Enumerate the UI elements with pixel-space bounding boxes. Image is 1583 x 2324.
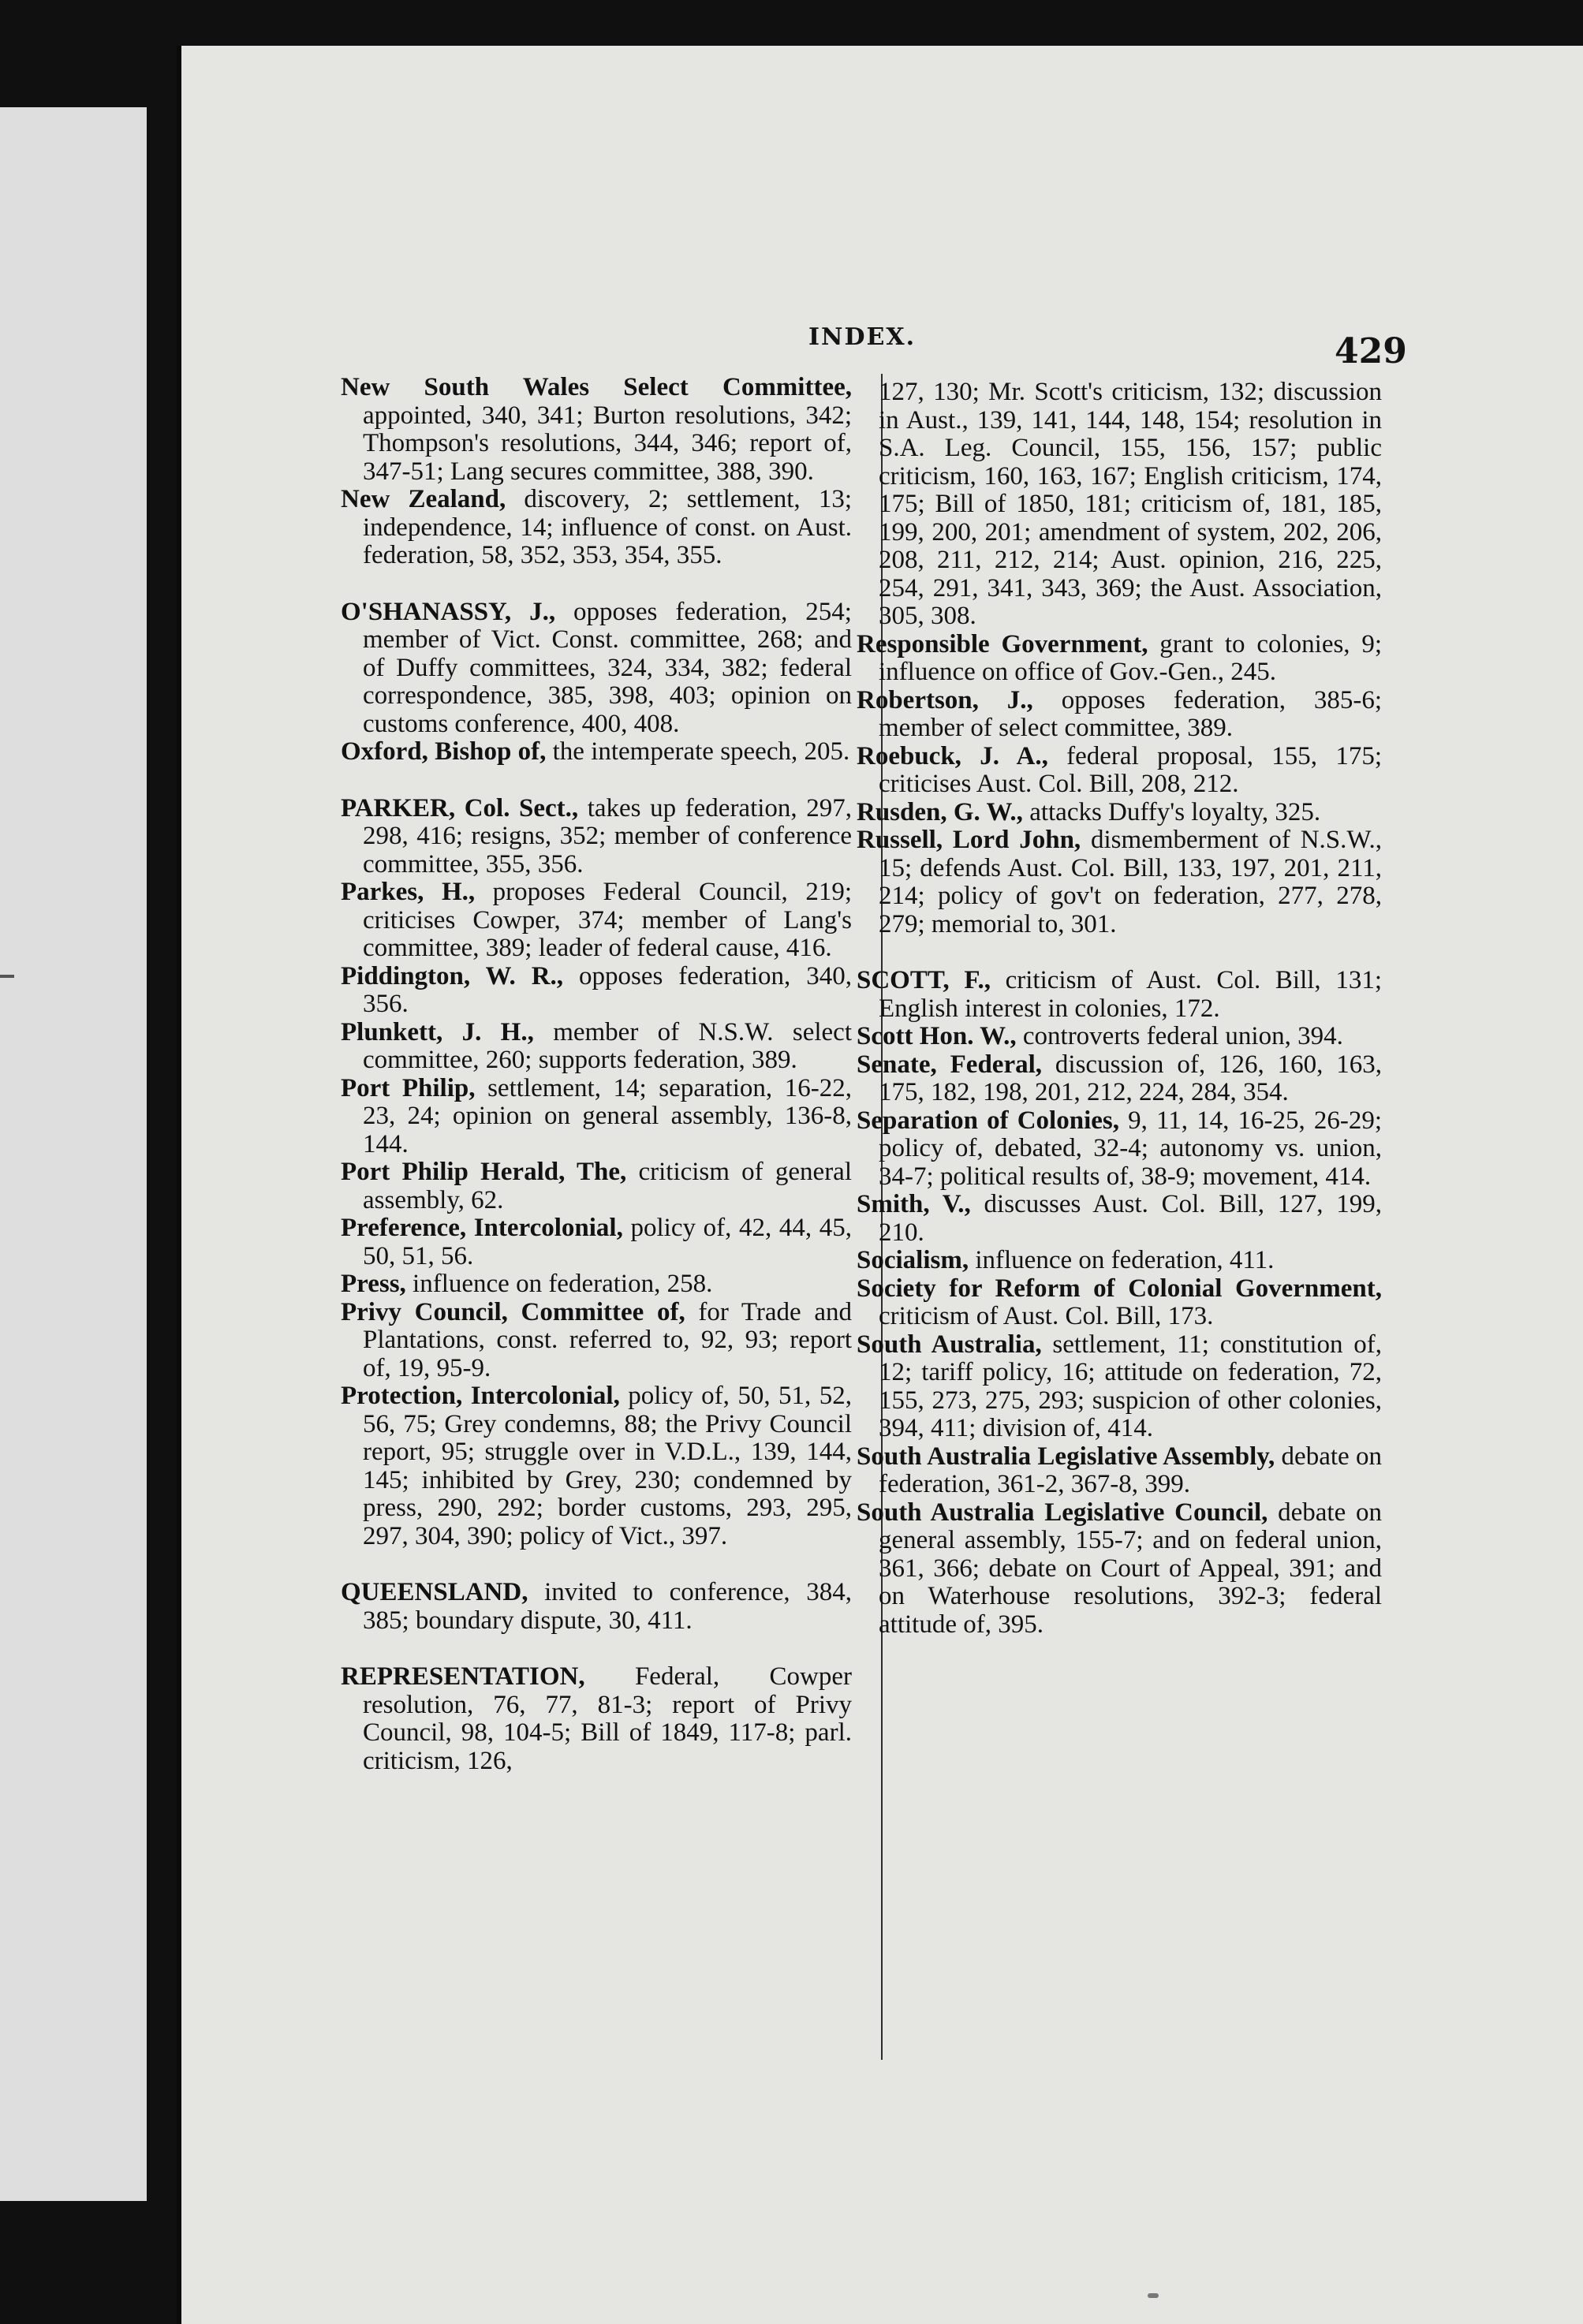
entry-headword: Press, (341, 1270, 406, 1298)
entry-references: opposes federation, 340, 356. (363, 961, 852, 1018)
entry-headword: South Australia Legislative Council, (857, 1498, 1268, 1527)
entry-references: member of N.S.W. select committee, 260; supports federation, 389. (363, 1017, 852, 1074)
index-entry (341, 878, 852, 963)
entry-headword: Preference, Intercolonial, (341, 1214, 623, 1242)
entry-references: proposes Federal Council, 219; criticises Cowper, 374; member of Lang's committee, 389; leader of federal cause, 416. (363, 878, 852, 962)
index-entry (857, 1331, 1382, 1443)
index-column-right (857, 379, 1382, 1639)
index-entry (857, 1443, 1382, 1499)
index-entry (341, 374, 852, 486)
index-entry (341, 1299, 852, 1383)
running-head: INDEX. (808, 323, 917, 351)
entry-references: 9, 11, 14, 16-25, 26-29; policy of, debated, 32-4; autonomy vs. union, 34-7; political results of, 38-9; movement, 414. (879, 1106, 1382, 1191)
entry-headword: South Australia, (857, 1330, 1042, 1359)
entry-references: opposes federation, 254; member of Vict. Const. committee, 268; and of Duffy committees, 324, 334, 382; federal correspondence, 385, 398, 403; opinion on customs conference, 400, 408. (363, 597, 852, 738)
index-entry (857, 1499, 1382, 1639)
index-entry (857, 743, 1382, 799)
entry-headword: Rusden, G. W., (857, 797, 1023, 826)
entry-headword: PARKER, Col. Sect., (341, 793, 579, 823)
entry-headword: Robertson, J., (857, 685, 1033, 714)
index-entry (341, 1663, 852, 1775)
index-entry (341, 1019, 852, 1075)
entry-references: opposes federation, 385-6; member of select committee, 389. (879, 685, 1382, 742)
entry-headword: Separation of Colonies, (857, 1106, 1119, 1135)
entry-headword: Piddington, W. R., (341, 961, 564, 990)
index-entry (857, 1275, 1382, 1331)
entry-references: policy of, 50, 51, 52, 56, 75; Grey condemns, 88; the Privy Council report, 95; struggle over in V.D.L., 139, 144, 145; inhibited by Grey, 230; condemned by press, 290, 292; border customs, 293, 295, 297, 304, 390; policy of Vict., 397. (363, 1382, 852, 1550)
index-entry (857, 799, 1382, 827)
index-entry (341, 599, 852, 739)
index-entry (341, 738, 852, 767)
entry-headword: Port Philip, (341, 1073, 476, 1102)
entry-references: discovery, 2; settlement, 13; independence, 14; influence of const. on Aust. federation, 58, 352, 353, 354, 355. (363, 485, 852, 569)
entry-headword: SCOTT, F., (857, 966, 991, 994)
entry-headword: Roebuck, J. A., (857, 741, 1048, 770)
index-entry (341, 1382, 852, 1550)
entry-headword: New South Wales Select Committee, (341, 373, 852, 401)
index-entry (857, 1107, 1382, 1192)
entry-headword: New Zealand, (341, 485, 506, 513)
index-entry (341, 1158, 852, 1214)
entry-headword: Plunkett, J. H., (341, 1017, 534, 1046)
index-entry (341, 1270, 852, 1299)
entry-references: debate on federation, 361-2, 367-8, 399. (879, 1442, 1383, 1498)
entry-references: debate on general assembly, 155-7; and on federal union, 361, 366; debate on Court of Appeal, 391; and on Waterhouse resolutions, 392-3; federal attitude of, 395. (879, 1498, 1382, 1639)
index-entry (857, 631, 1382, 687)
index-entry (341, 795, 852, 879)
entry-headword: Protection, Intercolonial, (341, 1382, 620, 1410)
entry-references: Federal, Cowper resolution, 76, 77, 81-3; report of Privy Council, 98, 104-5; Bill of 1849, 117-8; parl. criticism, 126, (363, 1662, 852, 1775)
entry-references: appointed, 340, 341; Burton resolutions, 342; Thompson's resolutions, 344, 346; report of, 347-51; Lang secures committee, 388, 390. (363, 401, 852, 486)
index-entry (857, 1247, 1382, 1275)
entry-references: the intemperate speech, 205. (546, 737, 850, 766)
adjacent-page-sliver (0, 107, 147, 2201)
index-entry (857, 826, 1382, 938)
page-edge-mark (0, 975, 14, 978)
entry-headword: Port Philip Herald, The, (341, 1158, 627, 1186)
entry-references: settlement, 14; separation, 16-22, 23, 24; opinion on general assembly, 136-8, 144. (363, 1073, 852, 1158)
entry-references: criticism of Aust. Col. Bill, 173. (879, 1302, 1214, 1330)
index-entry (341, 1214, 852, 1270)
entry-references: grant to colonies, 9; influence on office of Gov.-Gen., 245. (879, 629, 1382, 686)
entry-headword: Privy Council, Committee of, (341, 1297, 685, 1326)
index-entry (857, 379, 1382, 631)
index-entry (857, 1023, 1382, 1051)
index-entry (857, 687, 1382, 743)
index-entry (857, 1051, 1382, 1107)
entry-references: influence on federation, 411. (969, 1246, 1275, 1274)
entry-headword: QUEENSLAND, (341, 1578, 528, 1606)
entry-references: settlement, 11; constitution of, 12; tariff policy, 16; attitude on federation, 72, 155, 273, 275, 293; suspicion of other colonies, 394, 411; division of, 414. (879, 1330, 1382, 1442)
index-column-left (341, 374, 852, 1775)
entry-headword: Responsible Government, (857, 629, 1148, 658)
scan-speck (1148, 2293, 1159, 2298)
entry-headword: South Australia Legislative Assembly, (857, 1442, 1275, 1471)
entry-headword: Parkes, H., (341, 878, 476, 906)
entry-references: criticism of Aust. Col. Bill, 131; English interest in colonies, 172. (879, 966, 1382, 1023)
entry-references: federal proposal, 155, 175; criticises Aust. Col. Bill, 208, 212. (879, 741, 1382, 798)
index-entry (857, 1191, 1382, 1247)
index-entry (341, 1579, 852, 1635)
entry-references: policy of, 42, 44, 45, 50, 51, 56. (363, 1214, 852, 1270)
entry-references: discusses Aust. Col. Bill, 127, 199, 210. (879, 1190, 1382, 1247)
entry-headword: Oxford, Bishop of, (341, 737, 547, 766)
page-number: 429 (1335, 331, 1407, 371)
index-entry (857, 967, 1382, 1023)
entry-references: influence on federation, 258. (405, 1270, 713, 1298)
index-entry (341, 1075, 852, 1159)
entry-references: takes up federation, 297, 298, 416; resigns, 352; member of conference committee, 355, 356. (363, 793, 852, 878)
entry-references: invited to conference, 384, 385; boundary dispute, 30, 411. (363, 1578, 852, 1635)
entry-references: dismemberment of N.S.W., 15; defends Aust. Col. Bill, 133, 197, 201, 211, 214; policy of gov't on federation, 277, 278, 279; memorial to, 301. (879, 826, 1383, 938)
entry-references: criticism of general assembly, 62. (363, 1158, 852, 1214)
entry-references: for Trade and Plantations, const. referred to, 92, 93; report of, 19, 95-9. (363, 1297, 852, 1382)
index-entry (341, 486, 852, 570)
entry-headword: REPRESENTATION, (341, 1662, 585, 1691)
entry-headword: Scott Hon. W., (857, 1022, 1017, 1050)
entry-references: discussion of, 126, 160, 163, 175, 182, 198, 201, 212, 224, 284, 354. (879, 1050, 1383, 1106)
entry-references: 127, 130; Mr. Scott's criticism, 132; discussion in Aust., 139, 141, 144, 148, 154; resolution in S.A. Leg. Council, 155, 156, 157; public criticism, 160, 163, 167; English criticism, 174, 175; Bill of 1850, 181; criticism of, 181, 185, 199, 200, 201; amendment of system, 202, 206, 208, 211, 212, 214; Aust. opinion, 216, 225, 254, 291, 341, 343, 369; the Aust. Association, 305, 308. (879, 378, 1382, 630)
entry-references: attacks Duffy's loyalty, 325. (1022, 797, 1321, 826)
entry-headword: Society for Reform of Colonial Government, (857, 1274, 1382, 1303)
index-entry (341, 963, 852, 1019)
entry-headword: Smith, V., (857, 1190, 971, 1218)
entry-headword: Russell, Lord John, (857, 826, 1081, 854)
entry-references: controverts federal union, 394. (1016, 1022, 1343, 1050)
entry-headword: O'SHANASSY, J., (341, 597, 556, 626)
entry-headword: Senate, Federal, (857, 1050, 1043, 1079)
entry-headword: Socialism, (857, 1246, 969, 1274)
